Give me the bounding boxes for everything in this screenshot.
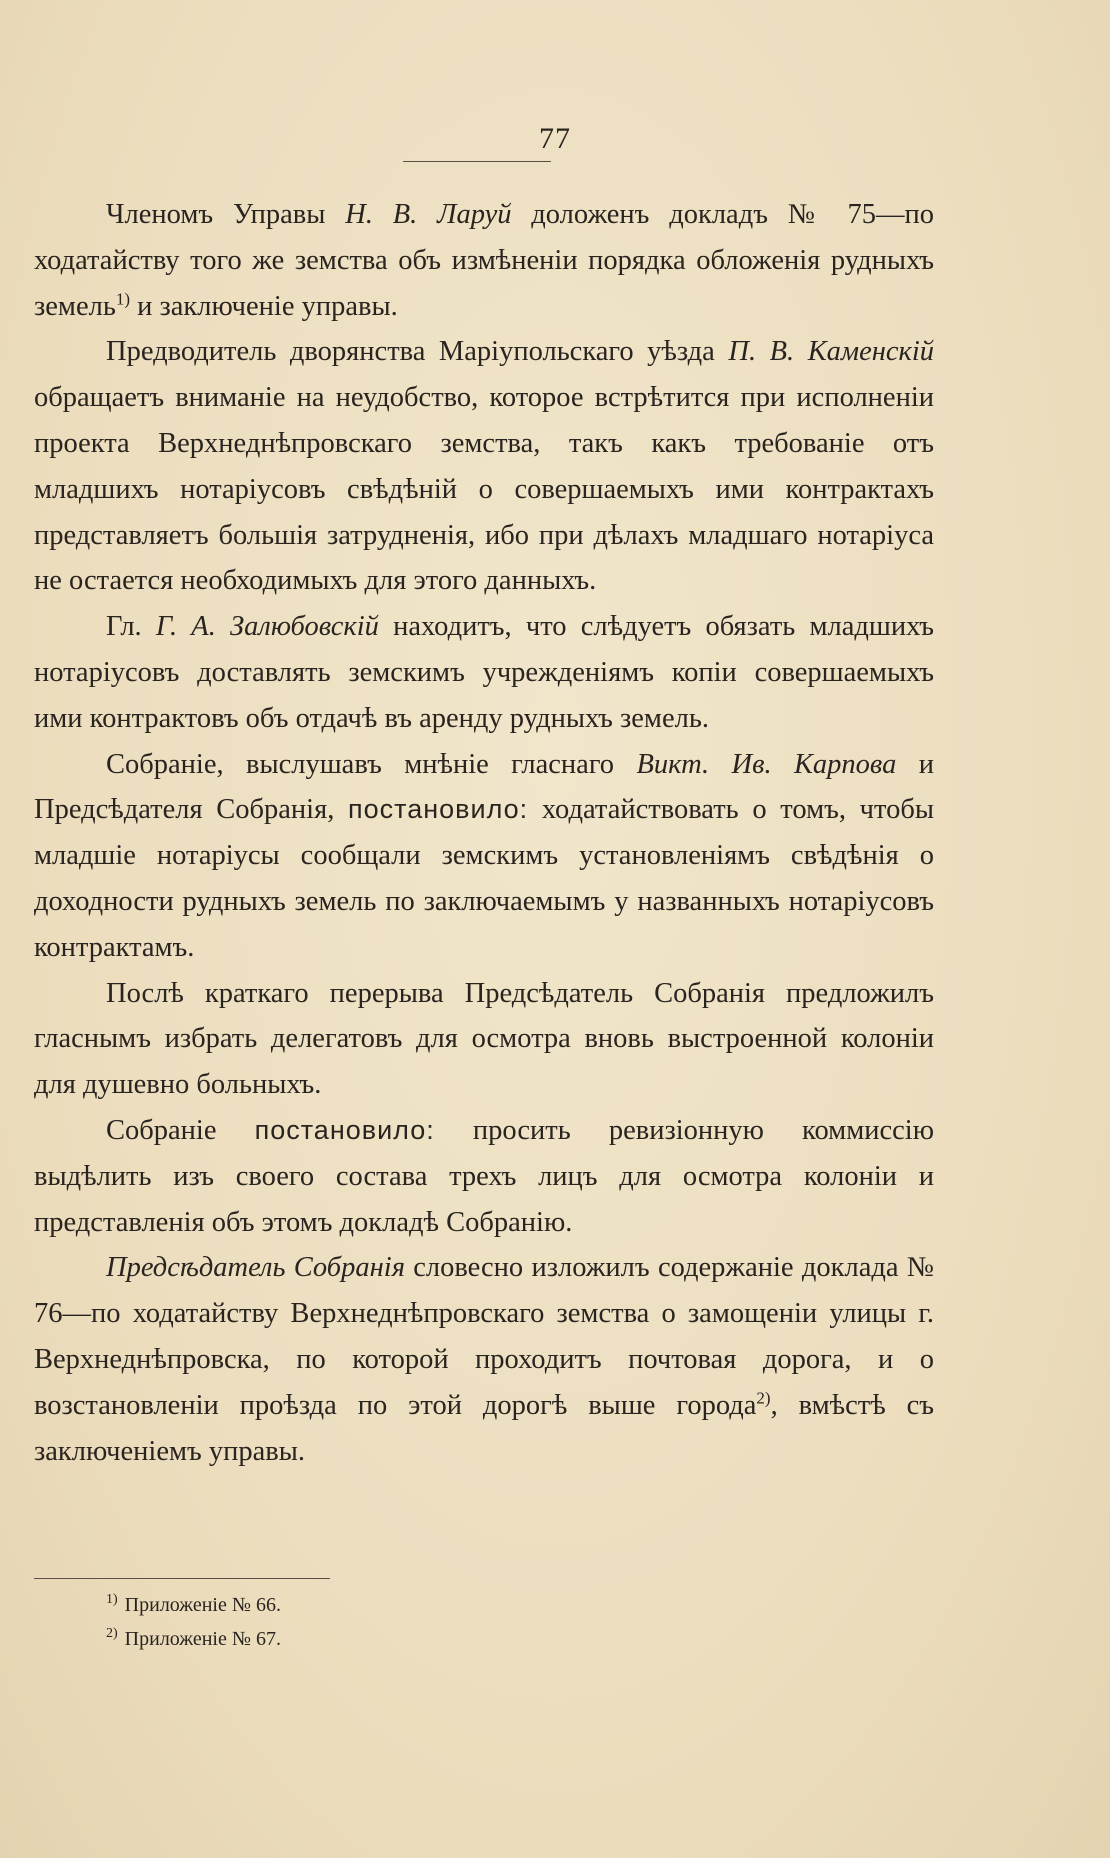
paragraph	[34, 1245, 934, 1474]
text-run: Членомъ Управы	[106, 199, 346, 230]
text-run: и Предсѣдателя Собранія,	[34, 748, 934, 826]
footnote	[106, 1588, 281, 1622]
page-number: 77	[539, 122, 571, 155]
text-run: Собраніе	[106, 1114, 255, 1146]
paragraph	[34, 192, 934, 329]
footnote-ref: 2)	[756, 1388, 771, 1408]
person-name: Предсѣдатель Собранія	[106, 1252, 405, 1284]
person-name: Н. В. Ларуй	[345, 199, 512, 230]
paragraph	[34, 971, 934, 1108]
body-text	[34, 192, 934, 1474]
paragraph	[34, 604, 934, 741]
footnote-ref: 1)	[115, 289, 130, 309]
paragraph	[34, 742, 934, 971]
text-run: Предводитель дворянства Маріупольскаго уѣзда	[106, 336, 729, 368]
text-run: находитъ, что слѣдуетъ обязать младшихъ нотаріусовъ доставлять земскимъ учрежденіямъ копіи совершаемыхъ ими контрактовъ объ отдачѣ въ аренду рудныхъ земель.	[34, 611, 934, 734]
resolution-keyword: постановило:	[254, 1114, 435, 1145]
footnote-text: Приложеніе № 67.	[124, 1628, 281, 1650]
text-run: , вмѣстѣ съ заключеніемъ управы.	[34, 1389, 934, 1467]
text-run: Собраніе, выслушавъ мнѣніе гласнаго	[106, 748, 637, 780]
header-rule	[403, 161, 551, 162]
text-run: просить ревизіонную коммиссію выдѣлить изъ своего состава трехъ лицъ для осмотра колоніи и представленія объ этомъ докладѣ Собранію.	[34, 1114, 934, 1238]
text-run: словесно изложилъ содержаніе доклада № 76—по ходатайству Верхнеднѣпровскаго земства о замощеніи улицы г. Верхнеднѣпровска, по которой проходитъ почтовая дорога, и о возстановленіи проѣзда по этой дорогѣ выше города	[34, 1252, 934, 1421]
paragraph	[34, 1108, 934, 1245]
footnote-mark: 2)	[106, 1626, 118, 1642]
text-run: Послѣ краткаго перерыва Предсѣдатель Собранія предложилъ гласнымъ избрать делегатовъ для осмотра вновь выстроенной колоніи для душевно больныхъ.	[34, 977, 934, 1101]
footnotes	[106, 1588, 281, 1656]
person-name: Викт. Ив. Карпова	[636, 748, 897, 780]
footnote	[106, 1622, 281, 1656]
text-run: и заключеніе управы.	[129, 290, 398, 322]
text-run: доложенъ докладъ № 75—по ходатайству того же земства объ измѣненіи порядка обложенія рудныхъ земель	[34, 199, 934, 322]
text-run: ходатайствовать о томъ, чтобы младшіе нотаріусы сообщали земскимъ установленіямъ свѣдѣнія о доходности рудныхъ земель по заключаемымъ у названныхъ нотаріусовъ контрактамъ.	[34, 794, 934, 963]
footnote-mark: 1)	[106, 1592, 118, 1608]
text-run: обращаетъ вниманіе на неудобство, которое встрѣтится при исполненіи проекта Верхнеднѣпровскаго земства, такъ какъ требованіе отъ младшихъ нотаріусовъ свѣдѣній о совершаемыхъ ими контрактахъ представляетъ большія затрудненія, ибо при дѣлахъ младшаго нотаріуса не остается необходимыхъ для этого данныхъ.	[34, 382, 934, 597]
footnote-rule	[34, 1578, 330, 1579]
text-run: Гл.	[106, 611, 156, 643]
person-name: П. В. Каменскій	[728, 336, 935, 368]
footnote-text: Приложеніе № 66.	[124, 1594, 281, 1616]
person-name: Г. А. Залюбовскій	[155, 611, 379, 643]
paragraph	[34, 329, 934, 604]
resolution-keyword: постановило:	[348, 794, 529, 825]
